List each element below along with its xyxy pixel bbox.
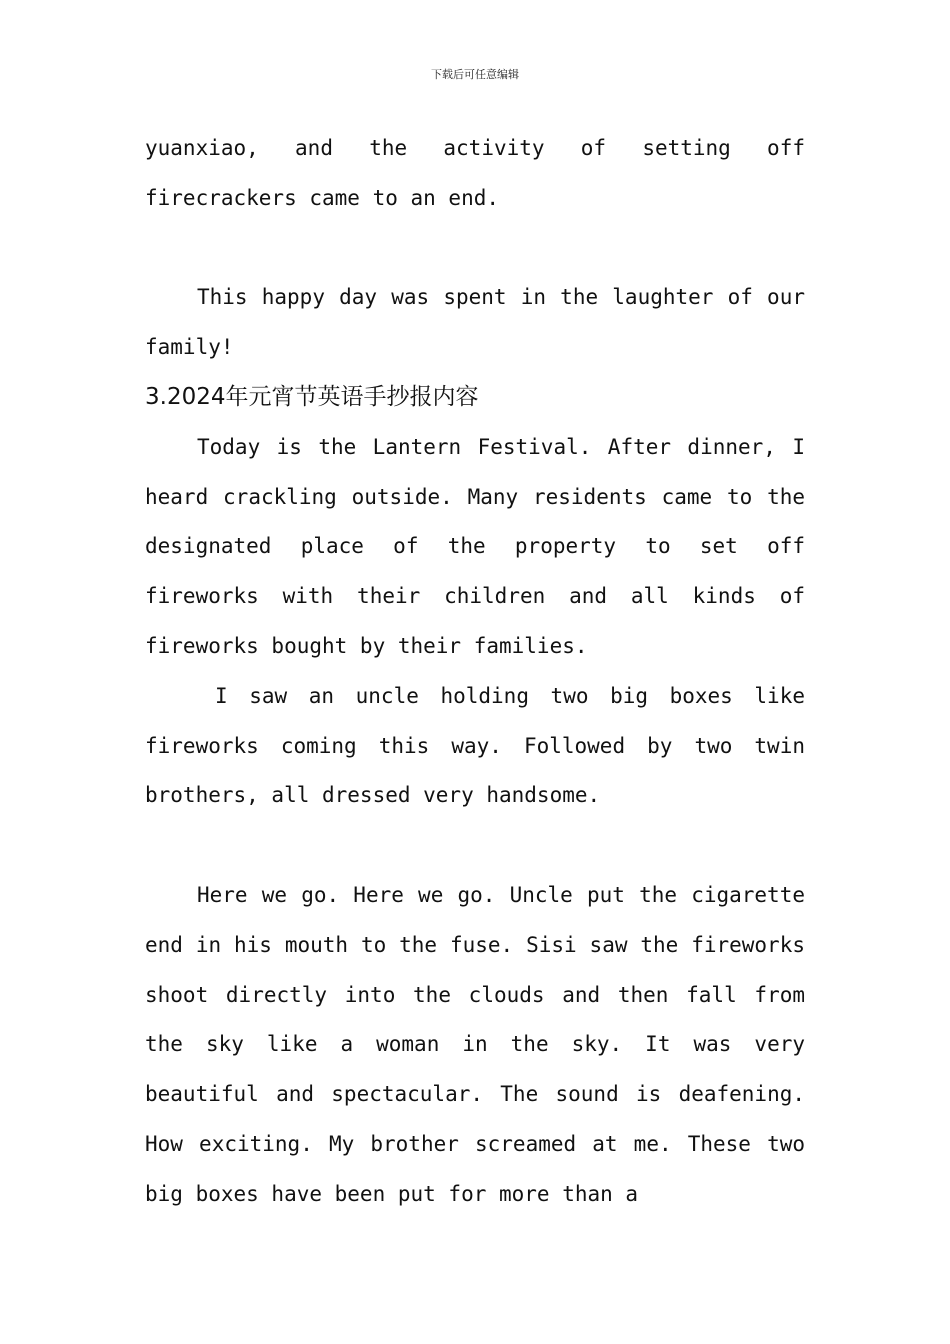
page-header: 下载后可任意编辑 (431, 68, 519, 81)
paragraph-2: This happy day was spent in the laughter of our family! (145, 285, 805, 360)
document-body (145, 124, 805, 1220)
paragraph-4: I saw an uncle holding two big boxes like fireworks coming this way. Followed by two twin brothers, all dressed very handsome. (145, 683, 805, 808)
paragraph-1: yuanxiao, and the activity of setting off firecrackers came to an end. (145, 136, 805, 210)
blank-line (145, 224, 805, 274)
section-heading: 3.2024年元宵节英语手抄报内容 (145, 383, 479, 410)
paragraph-5: Here we go. Here we go. Uncle put the cigarette end in his mouth to the fuse. Sisi saw the fireworks shoot directly into the clouds and then fall from the sky like a woman in the sky. It was very beautiful and spectacular. The sound is deafening. How exciting. My brother screamed at me. These two big boxes have been put for more than a (145, 882, 805, 1206)
paragraph-3: Today is the Lantern Festival. After dinner, I heard crackling outside. Many residents came to the designated place of the property to set off fireworks with their children and all kinds of fireworks bought by their families. (145, 434, 805, 658)
blank-line (145, 821, 805, 871)
